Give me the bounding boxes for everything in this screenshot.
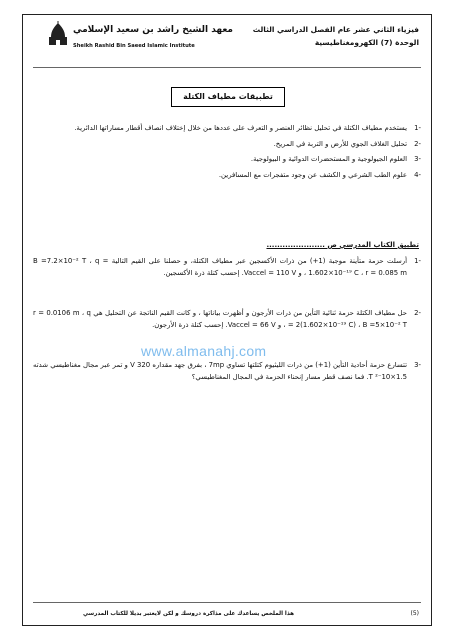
item-number: -3 (414, 155, 421, 163)
problem-text: حل مطياف الكتلة حزمة ثنائية التأين من ذرات الأرجون و أظهرت بياناتها ، و كانت القيم الناتجة عن التحليل هي r = 0.0106 m ، q = 2(1.602×10⁻¹⁹ C) ، B =5×10⁻² T ، و Vaccel = 66 V. إحسب كتلة ذرة الأرجون. (33, 309, 407, 329)
list-item (33, 154, 421, 166)
item-text: العلوم الجيولوجية و المستحضرات الدوائية و البيولوجية. (250, 155, 407, 163)
problem-item (33, 359, 421, 383)
problem-number: -1 (414, 257, 421, 265)
list-item (33, 170, 421, 182)
document-page (22, 14, 432, 626)
problem-number: -2 (414, 309, 421, 317)
item-text: علوم الطب الشرعي و الكشف عن وجود متفجرات مع المسافرين. (218, 170, 407, 179)
item-text: تحليل الغلاف الجوي للأرض و التربة في المريخ. (273, 139, 407, 148)
institute-logo (47, 21, 233, 61)
item-text: يستخدم مطياف الكتلة في تحليل نظائر العنصر و التعرف على عددها من خلال إختلاف انصاف أقطار مساراتها الدائرية. (74, 124, 407, 132)
problem-item (33, 307, 421, 331)
problem-item (33, 255, 421, 279)
logo-arabic-name: معهد الشيخ راشد بن سعيد الإسلامي (73, 25, 233, 35)
footer-divider (33, 602, 421, 603)
applications-list (33, 123, 421, 185)
item-number: -4 (414, 170, 421, 179)
footer-note: هذا الملخص يساعدك على مذاكرة دروسك و لكن لايعتبر بديلا للكتاب المدرسي (83, 611, 294, 617)
header-line-2: الوحدة (7) الكهرومغناطيسية (314, 38, 419, 47)
page-number: (5) (410, 610, 419, 617)
list-item (33, 139, 421, 151)
problem-number: -3 (414, 361, 421, 369)
list-item (33, 123, 421, 135)
header-course-info (253, 23, 419, 49)
page-header (29, 21, 425, 65)
site-watermark: www.almanahj.com (141, 343, 267, 359)
mosque-logo-icon (47, 21, 69, 47)
item-number: -1 (414, 124, 421, 132)
item-number: -2 (414, 139, 421, 148)
problem-text: أرسلت حزمة متأينة موجبة (1+) من ذرات الأكسجين عبر مطياف الكتلة، و حصلنا على القيم التالية B =7.2×10⁻² T ، q = 1.602×10⁻¹⁹ C ، r = 0.085 m ، و Vaccel = 110 V. إحسب كتلة ذرة الأكسجين. (33, 257, 408, 277)
section-heading: تطبيقات مطياف الكتلة (171, 87, 285, 107)
header-divider (33, 67, 421, 68)
logo-english-name: Sheikh Rashid Bin Saeed Islamic Institute (73, 43, 195, 49)
textbook-section-title: تطبيق الكتاب المدرسي ص ...................... (266, 241, 419, 249)
problem-text: تتسارع حزمة أحادية التأين (1+) من ذرات الليثيوم كتلتها تساوي 7mp ، بفرق جهد مقداره 320 V و تمر عبر مجال مغناطيسي شدته 1.5×10⁻² T. فما نصف قطر مسار إنحناء الحزمة في المجال المغناطيسي؟ (33, 361, 408, 381)
header-line-1: فيزياء الثاني عشر عام الفصل الدراسي الثالث (252, 25, 419, 34)
